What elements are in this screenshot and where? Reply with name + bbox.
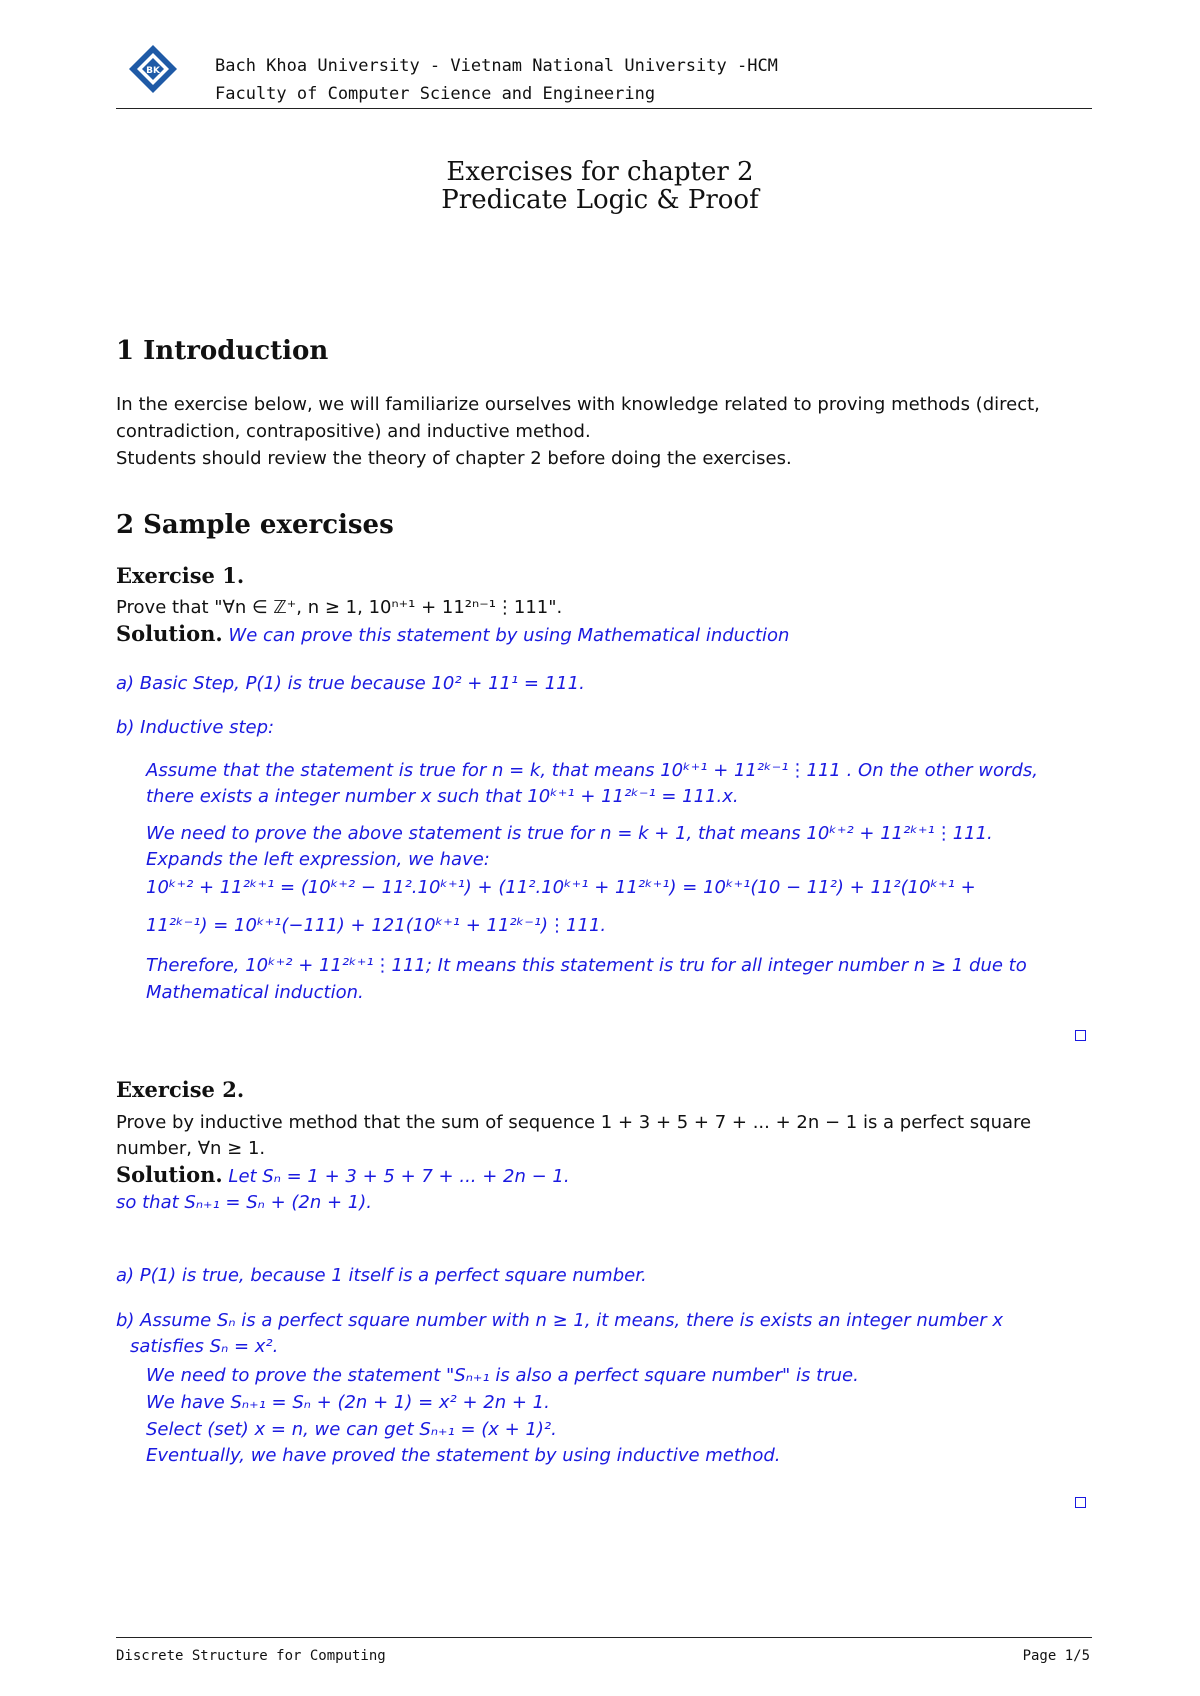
exercise-2-statement-1: Prove by inductive method that the sum of sequence 1 + 3 + 5 + 7 + ... + 2n − 1 is a perfect square (116, 1112, 1032, 1133)
ex2-step-b-line-5: Select (set) x = n, we can get Sₙ₊₁ = (x + 1)². (146, 1419, 557, 1440)
section-2-heading: 2 Sample exercises (116, 510, 394, 540)
logo-text: BK (146, 66, 160, 76)
ex1-step-b-line-5: 10ᵏ⁺² + 11²ᵏ⁺¹ = (10ᵏ⁺² − 11².10ᵏ⁺¹) + (11².10ᵏ⁺¹ + 11²ᵏ⁺¹) = 10ᵏ⁺¹(10 − 11²) + 11²(10ᵏ⁺¹ + (146, 877, 976, 898)
ex2-step-a: a) P(1) is true, because 1 itself is a perfect square number. (116, 1265, 647, 1286)
footer-page-number: Page 1/5 (1022, 1648, 1090, 1664)
exercise-2-statement-2: number, ∀n ≥ 1. (116, 1138, 266, 1159)
exercise-1-title: Exercise 1. (116, 563, 245, 588)
solution-line-1: Let Sₙ = 1 + 3 + 5 + 7 + ... + 2n − 1. (228, 1166, 570, 1187)
ex1-step-b-heading: b) Inductive step: (116, 717, 275, 738)
ex2-step-b-line-1: b) Assume Sₙ is a perfect square number with n ≥ 1, it means, there is exists an integer number x (116, 1310, 1003, 1331)
ex1-step-b-line-7: Therefore, 10ᵏ⁺² + 11²ᵏ⁺¹⋮111; It means this statement is tru for all integer number n ≥ 1 due to (146, 955, 1027, 976)
exercise-2-solution (116, 1161, 570, 1190)
ex1-step-b-line-8: Mathematical induction. (146, 982, 364, 1003)
exercise-1-statement: Prove that "∀n ∈ ℤ⁺, n ≥ 1, 10ⁿ⁺¹ + 11²ⁿ⁻¹⋮111". (116, 597, 563, 618)
ex1-qed-box (1075, 1030, 1086, 1041)
ex2-step-b-line-2: satisfies Sₙ = x². (130, 1336, 279, 1357)
ex2-solution-line-2: so that Sₙ₊₁ = Sₙ + (2n + 1). (116, 1192, 372, 1213)
ex1-step-b-line-1: Assume that the statement is true for n = k, that means 10ᵏ⁺¹ + 11²ᵏ⁻¹⋮111 . On the other words, (146, 760, 1038, 781)
ex2-qed-box (1075, 1497, 1086, 1508)
header-university: Bach Khoa University - Vietnam National University -HCM (215, 56, 778, 76)
title-line-1: Exercises for chapter 2 (446, 157, 754, 187)
ex2-step-b-line-4: We have Sₙ₊₁ = Sₙ + (2n + 1) = x² + 2n + 1. (146, 1392, 550, 1413)
footer-divider (116, 1637, 1092, 1638)
ex1-step-b-line-2: there exists a integer number x such that 10ᵏ⁺¹ + 11²ᵏ⁻¹ = 111.x. (146, 786, 739, 807)
solution-label: Solution. (116, 621, 223, 646)
solution-label: Solution. (116, 1162, 223, 1187)
intro-paragraph-1: In the exercise below, we will familiarize ourselves with knowledge related to proving methods (direct, (116, 394, 1040, 415)
title-line-2: Predicate Logic & Proof (441, 185, 759, 215)
intro-paragraph-2: contradiction, contrapositive) and inductive method. (116, 421, 591, 442)
section-1-heading: 1 Introduction (116, 336, 329, 366)
footer-course: Discrete Structure for Computing (116, 1648, 386, 1664)
solution-intro: We can prove this statement by using Mathematical induction (228, 625, 790, 646)
document-title (0, 158, 1200, 214)
ex2-step-b-line-6: Eventually, we have proved the statement by using inductive method. (146, 1445, 781, 1466)
ex2-step-b-line-3: We need to prove the statement "Sₙ₊₁ is also a perfect square number" is true. (146, 1365, 859, 1386)
header-faculty: Faculty of Computer Science and Engineering (215, 84, 656, 104)
exercise-2-title: Exercise 2. (116, 1077, 245, 1102)
intro-paragraph-3: Students should review the theory of chapter 2 before doing the exercises. (116, 448, 792, 469)
header-divider (116, 108, 1092, 109)
ex1-step-b-line-3: We need to prove the above statement is true for n = k + 1, that means 10ᵏ⁺² + 11²ᵏ⁺¹⋮111. (146, 823, 993, 844)
university-logo (128, 44, 178, 94)
exercise-1-solution (116, 620, 789, 649)
ex1-step-b-line-6: 11²ᵏ⁻¹) = 10ᵏ⁺¹(−111) + 121(10ᵏ⁺¹ + 11²ᵏ⁻¹)⋮111. (146, 915, 607, 936)
ex1-step-a: a) Basic Step, P(1) is true because 10² + 11¹ = 111. (116, 673, 585, 694)
ex1-step-b-line-4: Expands the left expression, we have: (146, 849, 490, 870)
